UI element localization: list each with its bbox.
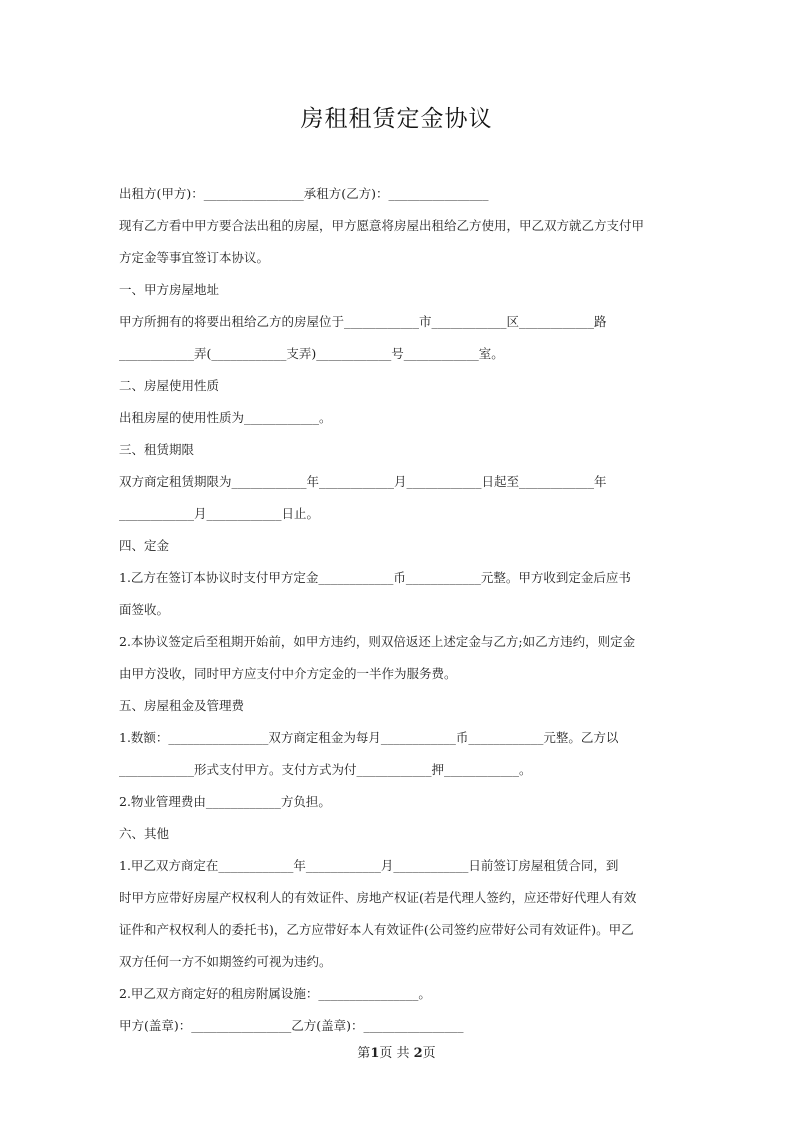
page-current: 1 xyxy=(370,1046,380,1061)
paragraph-line: 现有乙方看中甲方要合法出租的房屋，甲方愿意将房屋出租给乙方使用，甲乙双方就乙方支付甲 xyxy=(119,218,645,233)
signature-line: 甲方(盖章)：________________乙方(盖章)：________________ xyxy=(119,1018,464,1033)
paragraph-line: 2.物业管理费由____________方负担。 xyxy=(119,794,331,809)
section-heading: 二、房屋使用性质 xyxy=(119,378,220,393)
page-mid: 页 共 xyxy=(379,1046,414,1061)
paragraph-line: 1.乙方在签订本协议时支付甲方定金____________币____________元整。甲方收到定金后应书 xyxy=(119,570,631,585)
paragraph-line: 双方任何一方不如期签约可视为违约。 xyxy=(119,954,332,969)
page-total: 2 xyxy=(413,1046,423,1061)
party-line: 出租方(甲方)：________________承租方(乙方)：________________ xyxy=(119,186,489,201)
paragraph-line: 时甲方应带好房屋产权权利人的有效证件、房地产权证(若是代理人签约，应还带好代理人有效 xyxy=(119,890,637,905)
paragraph-line: 出租房屋的使用性质为____________。 xyxy=(119,410,332,425)
page-prefix: 第 xyxy=(357,1046,371,1061)
paragraph-line: ____________月____________日止。 xyxy=(119,506,320,521)
document-title: 房租租赁定金协议 xyxy=(300,106,493,132)
page-footer xyxy=(0,1042,793,1061)
paragraph-line: 2.本协议签定后至租期开始前，如甲方违约，则双倍返还上述定金与乙方;如乙方违约，则定金 xyxy=(119,634,636,649)
paragraph-line: 方定金等事宜签订本协议。 xyxy=(119,250,270,265)
section-heading: 一、甲方房屋地址 xyxy=(119,282,220,297)
paragraph-line: 证件和产权权利人的委托书)，乙方应带好本人有效证件(公司签约应带好公司有效证件)。甲乙 xyxy=(119,922,634,937)
paragraph-line: 2.甲乙双方商定好的租房附属设施：________________。 xyxy=(119,986,431,1001)
paragraph-line: 1.数额：________________双方商定租金为每月____________币____________元整。乙方以 xyxy=(119,730,619,745)
section-heading: 三、租赁期限 xyxy=(119,442,195,457)
section-heading: 五、房屋租金及管理费 xyxy=(119,698,245,713)
paragraph-line: 1.甲乙双方商定在____________年____________月____________日前签订房屋租赁合同，到 xyxy=(119,858,619,873)
page-suffix: 页 xyxy=(422,1046,436,1061)
section-heading: 六、其他 xyxy=(119,826,170,841)
paragraph-line: ____________弄(____________支弄)____________号____________室。 xyxy=(119,346,504,361)
paragraph-line: 双方商定租赁期限为____________年____________月____________日起至____________年 xyxy=(119,474,607,489)
paragraph-line: 由甲方没收，同时甲方应支付中介方定金的一半作为服务费。 xyxy=(119,666,457,681)
paragraph-line: 甲方所拥有的将要出租给乙方的房屋位于____________市____________区____________路 xyxy=(119,314,607,329)
paragraph-line: 面签收。 xyxy=(119,602,170,617)
paragraph-line: ____________形式支付甲方。支付方式为付____________押____________。 xyxy=(119,762,532,777)
section-heading: 四、定金 xyxy=(119,538,170,553)
